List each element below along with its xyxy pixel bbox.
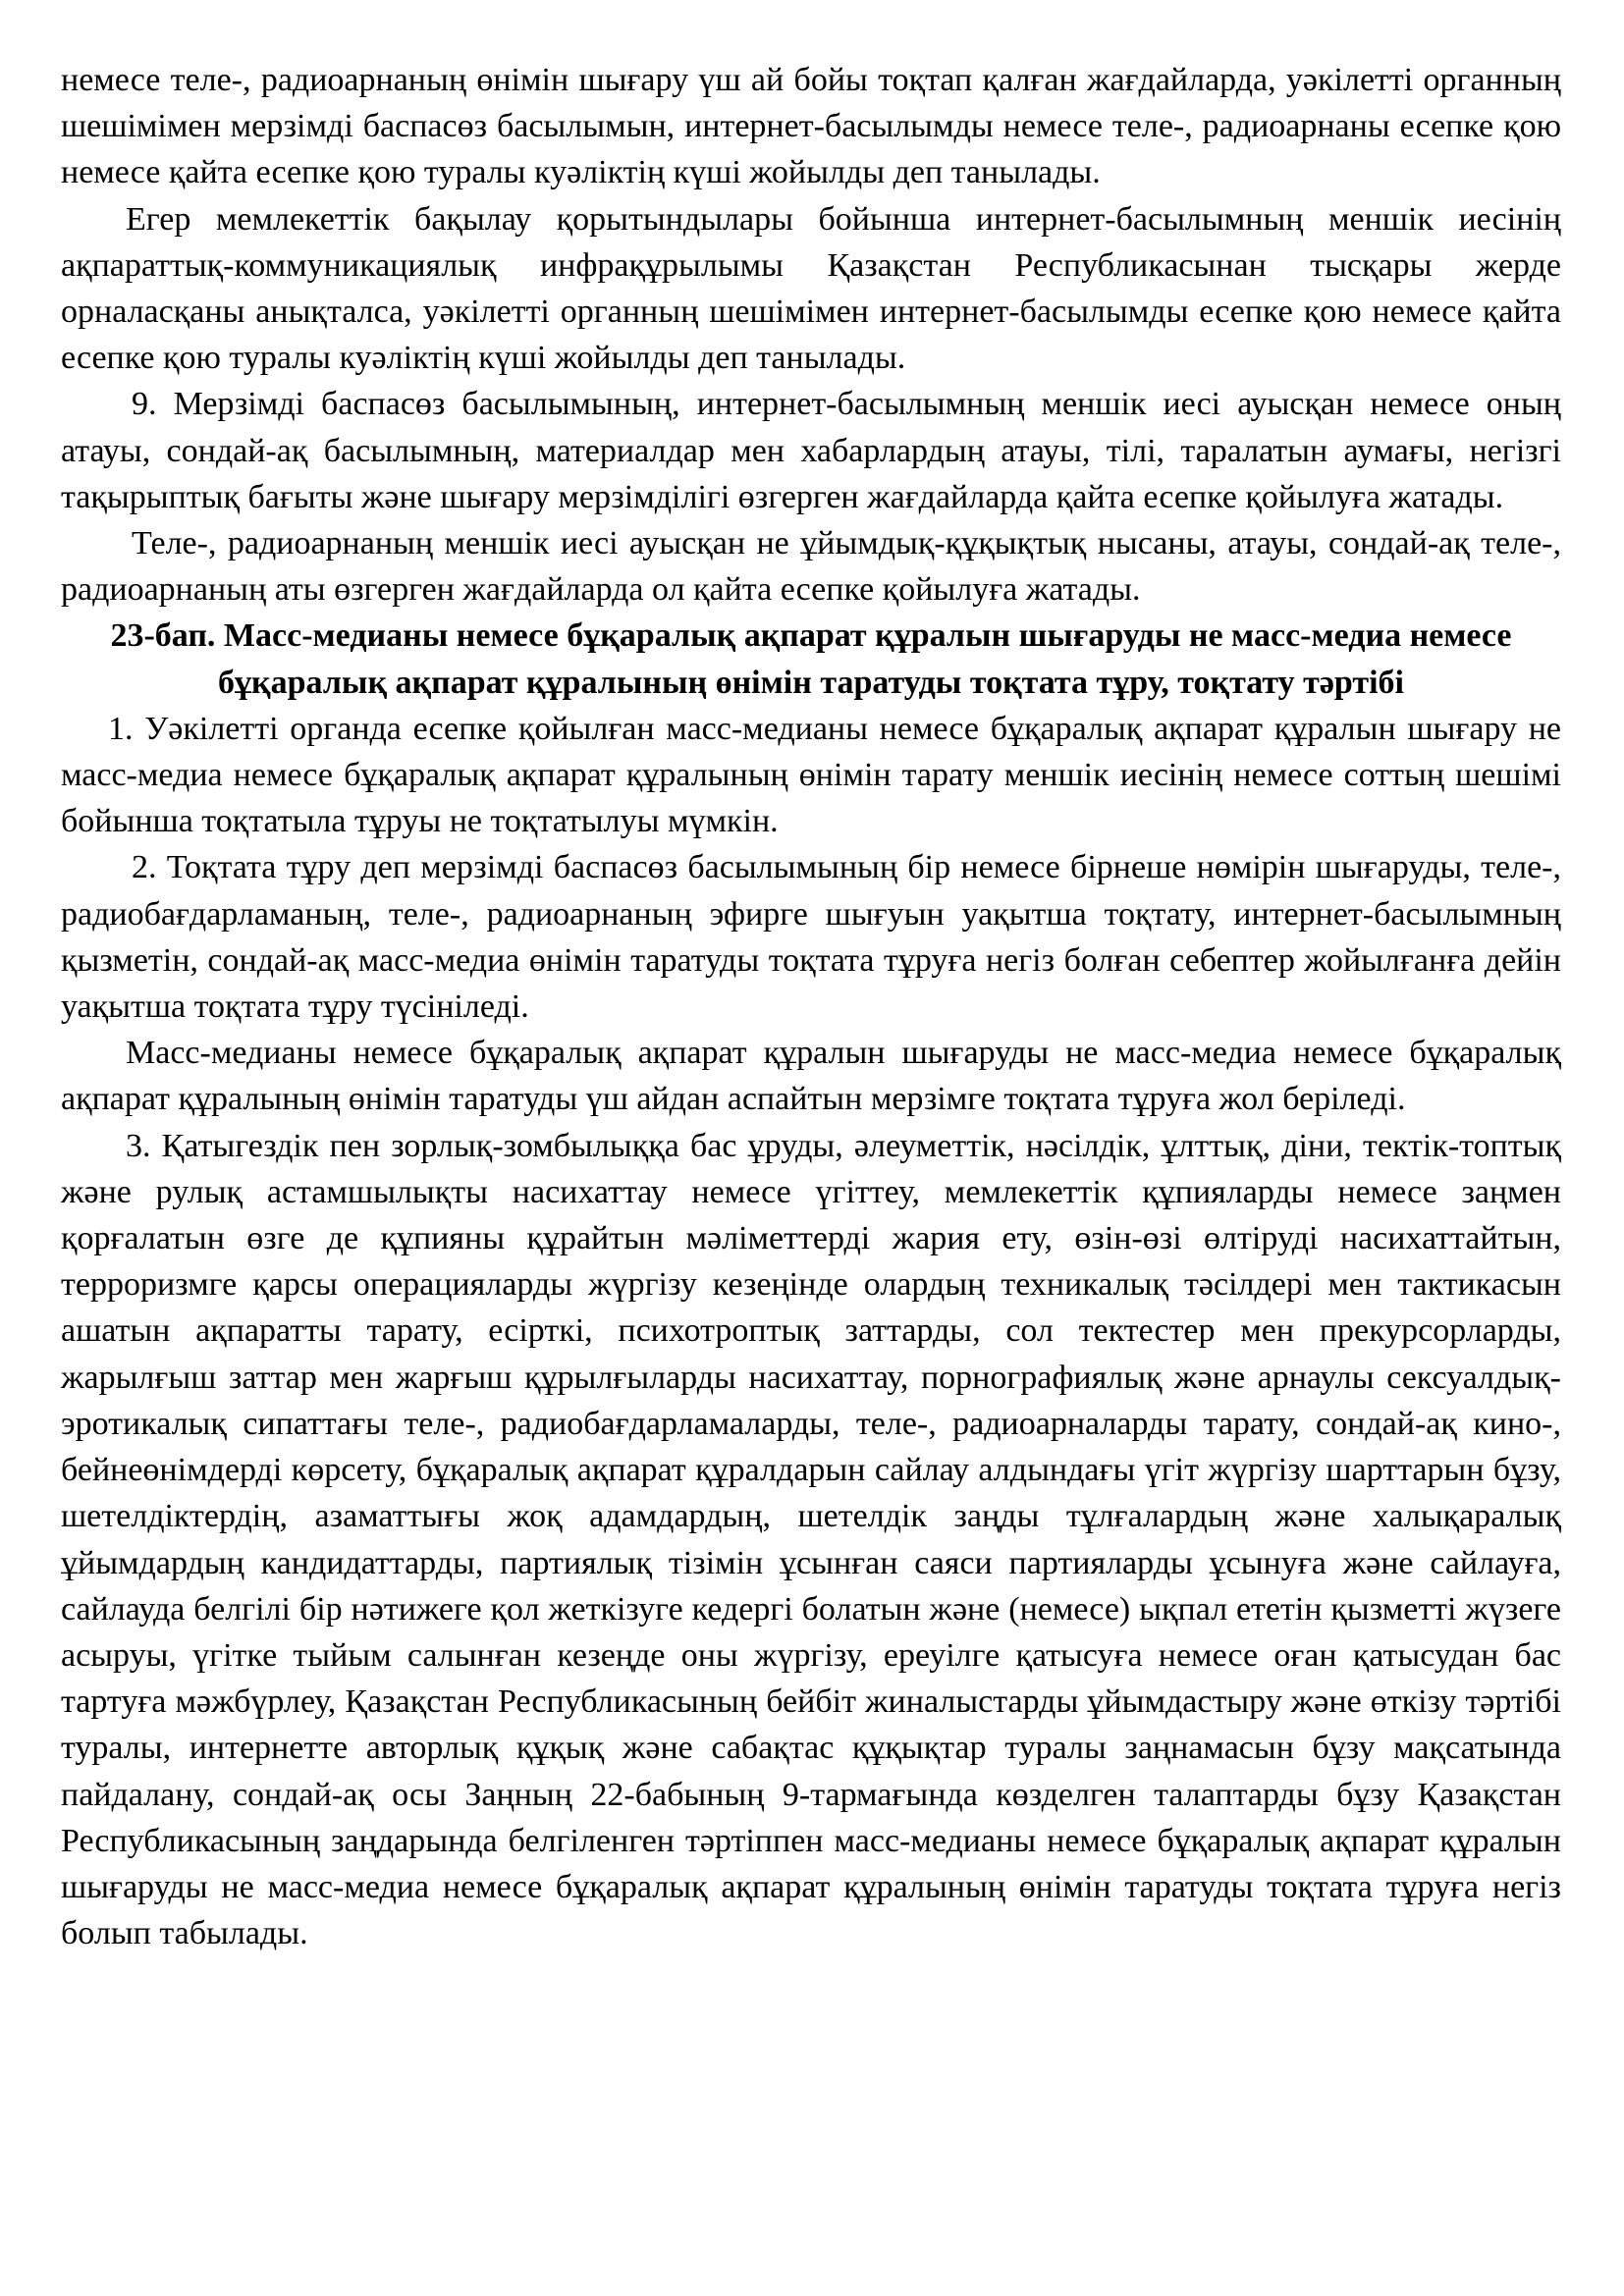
- paragraph-point-9: 9. Мерзімді баспасөз басылымының, интернет-басылымның меншік иесі ауысқан немесе оның атауы, сондай-ақ басылымның, материалдар мен хабарлардың атауы, тілі, таралатын аумағы, негізгі тақырыптық бағыты және шығару мерзімділігі өзгерген жағдайларда қайта есепке қойылуға жатады.: [61, 386, 1561, 515]
- paragraph-tv-radio-reregistration: Теле-, радиоарнаның меншік иесі ауысқан не ұйымдық-құқықтық нысаны, атауы, сондай-ақ теле-, радиоарнаның аты өзгерген жағдайларда ол қайта есепке қойылуға жатады.: [61, 525, 1561, 609]
- paragraph-continuation: немесе теле-, радиоарнаның өнімін шығару үш ай бойы тоқтап қалған жағдайларда, уәкілетті органның шешімімен мерзімді баспасөз басылымын, интернет-басылымды немесе теле-, радиоарнаны есепке қою немесе қайта есепке қою туралы куәліктің күші жойылды деп танылады.: [61, 62, 1561, 191]
- paragraph-point-2: 2. Тоқтата тұру деп мерзімді баспасөз басылымының бір немесе бірнеше нөмірін шығаруды, теле-, радиобағдарламаның, теле-, радиоарнаның эфирге шығуын уақытша тоқтату, интернет-басылымның қызметін, сондай-ақ масс-медиа өнімін таратуды тоқтата тұруға негіз болған себептер жойылғанға дейін уақытша тоқтата тұру түсініледі.: [61, 849, 1561, 1026]
- paragraph-suspension-term: Масс-медианы немесе бұқаралық ақпарат құралын шығаруды не масс-медиа немесе бұқаралық ақпарат құралының өнімін таратуды үш айдан аспайтын мерзімге тоқтата тұруға жол беріледі.: [61, 1035, 1561, 1118]
- paragraph-foreign-infrastructure: Егер мемлекеттік бақылау қорытындылары бойынша интернет-басылымның меншік иесінің ақпараттық-коммуникациялық инфрақұрылымы Қазақстан Республикасынан тысқары жерде орналасқаны анықталса, уәкілетті органның шешімімен интернет-басылымды есепке қою немесе қайта есепке қою туралы куәліктің күші жойылды деп танылады.: [61, 200, 1561, 377]
- paragraph-point-1: 1. Уәкілетті органда есепке қойылған масс-медианы немесе бұқаралық ақпарат құралын шығару не масс-медиа немесе бұқаралық ақпарат құралының өнімін тарату меншік иесінің немесе соттың шешімі бойынша тоқтатыла тұруы не тоқтатылуы мүмкін.: [61, 710, 1561, 840]
- paragraph-point-3: 3. Қатыгездік пен зорлық-зомбылыққа бас ұруды, әлеуметтік, нәсілдік, ұлттық, діни, тектік-топтық және рулық астамшылықты насихаттау немесе үгіттеу, мемлекеттік құпияларды немесе заңмен қорғалатын өзге де құпияны құрайтын мәліметтерді жария ету, өзін-өзі өлтіруді насихаттайтын, терроризмге қарсы операцияларды жүргізу кезеңінде олардың техникалық тәсілдері мен тактикасын ашатын ақпаратты тарату, есірткі, психотроптық заттарды, сол тектестер мен прекурсорларды, жарылғыш заттар мен жарғыш құрылғыларды насихаттау, порнографиялық және арнаулы сексуалдық-эротикалық сипаттағы теле-, радиобағдарламаларды, теле-, радиоарналарды тарату, сондай-ақ кино-, бейнеөнімдерді көрсету, бұқаралық ақпарат құралдарын сайлау алдындағы үгіт жүргізу шарттарын бұзу, шетелдіктердің, азаматтығы жоқ адамдардың, шетелдік заңды тұлғалардың және халықаралық ұйымдардың кандидаттарды, партиялық тізімін ұсынған саяси партияларды ұсынуға және сайлауға, сайлауда белгілі бір нәтижеге қол жеткізуге кедергі болатын және (немесе) ықпал ететін қызметті жүзеге асыруы, үгітке тыйым салынған кезеңде оны жүргізу, ереуілге қатысуға немесе оған қатысудан бас тартуға мәжбүрлеу, Қазақстан Республикасының бейбіт жиналыстарды ұйымдастыру және өткізу тәртібі туралы, интернетте авторлық құқық және сабақтас құқықтар туралы заңнамасын бұзу мақсатында пайдалану, сондай-ақ осы Заңның 22-бабының 9-тармағында көзделген талаптарды бұзу Қазақстан Республикасының заңдарында белгіленген тәртіппен масс-медианы немесе бұқаралық ақпарат құралын шығаруды не масс-медиа немесе бұқаралық ақпарат құралының өнімін таратуды тоқтата тұруға негіз болып табылады.: [61, 1127, 1561, 1952]
- article-heading: 23-бап. Масс-медианы немесе бұқаралық ақпарат құралын шығаруды не масс-медиа немесе бұқаралық ақпарат құралының өнімін таратуды тоқтата тұру, тоқтату тәртібі: [110, 617, 1512, 701]
- document-page: [61, 57, 1561, 1956]
